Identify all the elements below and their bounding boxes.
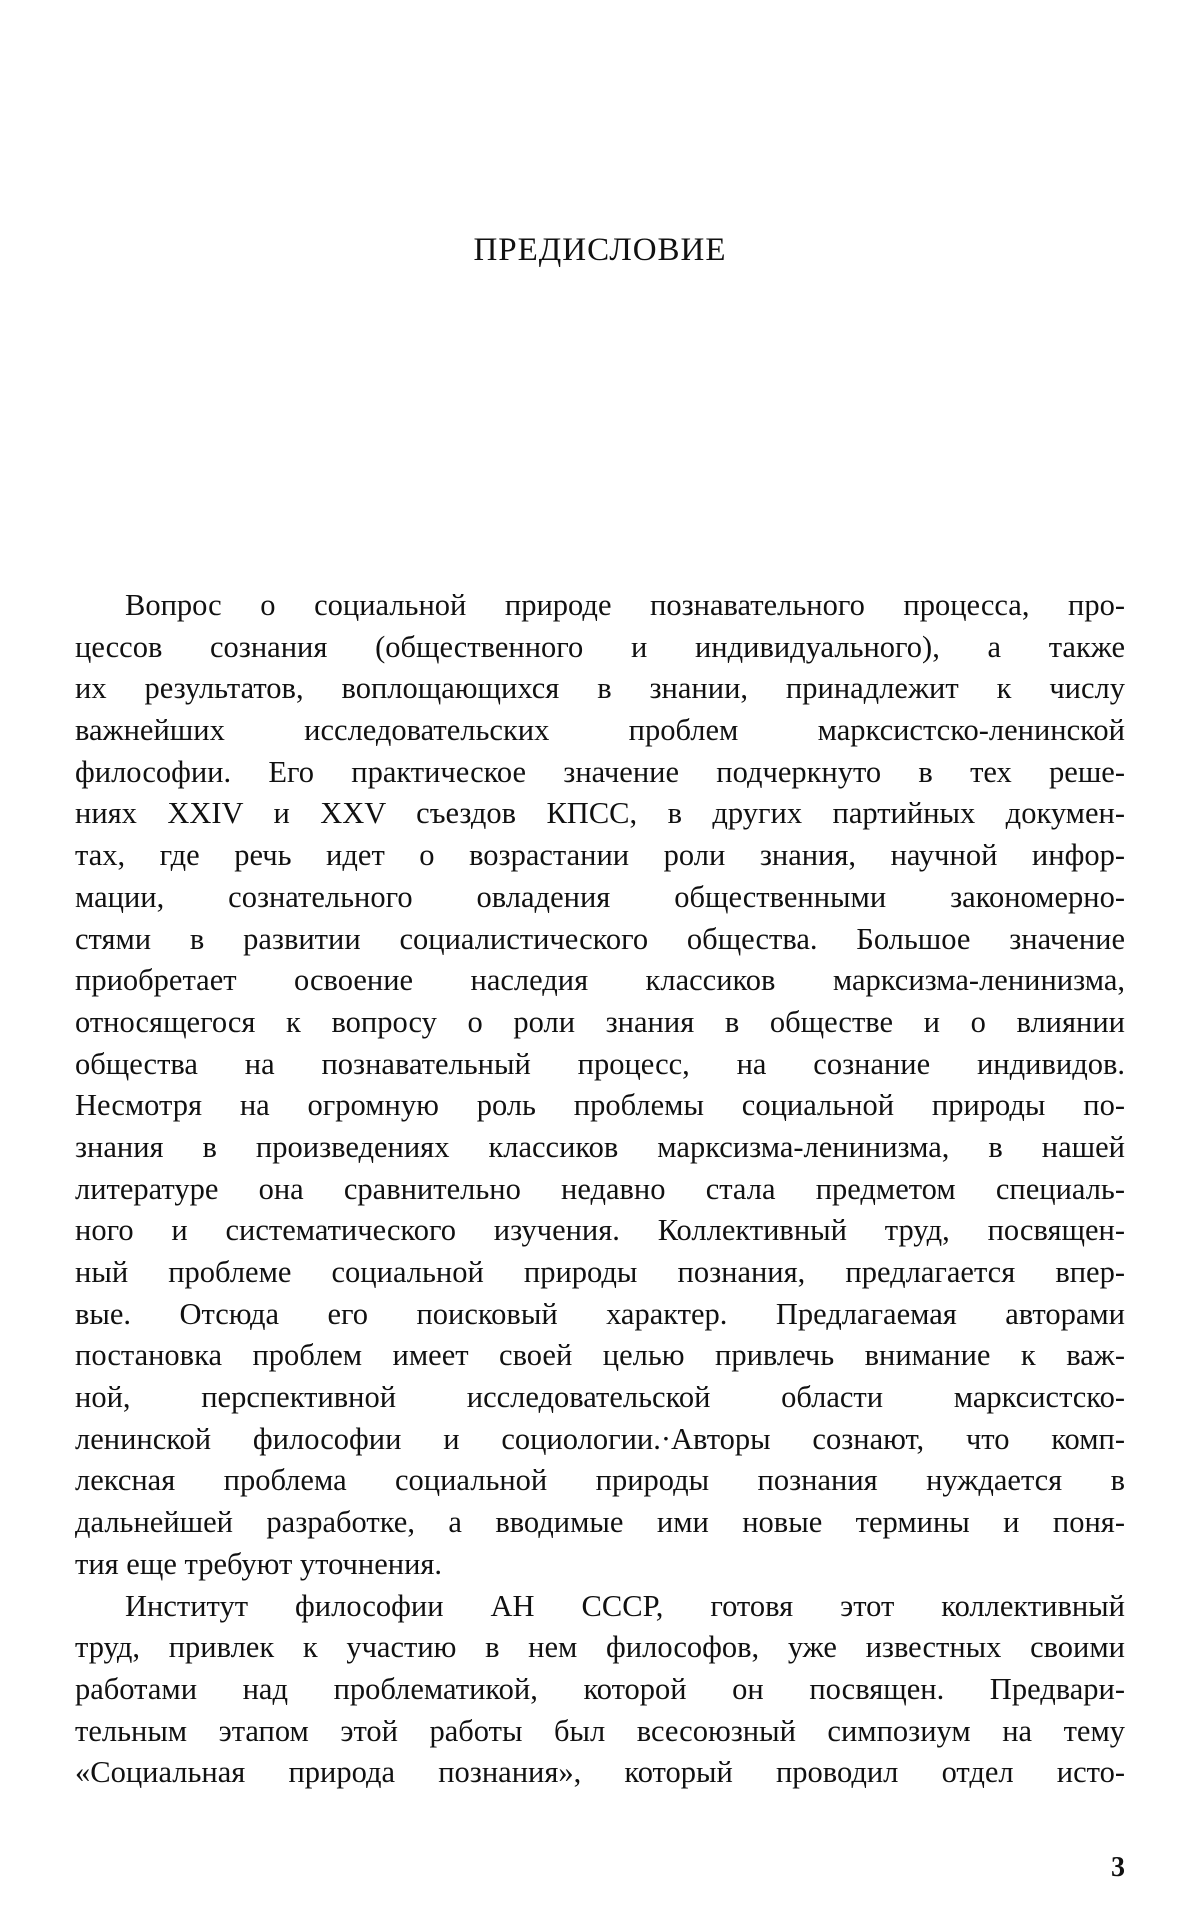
text-line: их результатов, воплощающихся в знании, принадлежит к числу <box>75 671 1125 706</box>
text-line: литературе она сравнительно недавно стала предметом специаль- <box>75 1171 1125 1206</box>
text-line: Институт философии АН СССР, готовя этот коллективный <box>125 1588 1125 1623</box>
text-line: постановка проблем имеет своей целью привлечь внимание к важ- <box>75 1338 1125 1373</box>
body-text <box>75 585 1125 1794</box>
text-line: ного и систематического изучения. Коллективный труд, посвящен- <box>75 1213 1125 1248</box>
text-line: философии. Его практическое значение подчеркнуто в тех реше- <box>75 754 1125 789</box>
text-line: дальнейшей разработке, а вводимые ими новые термины и поня- <box>75 1505 1125 1540</box>
text-line: ленинской философии и социологии.·Авторы сознают, что комп- <box>75 1421 1125 1456</box>
text-line: труд, привлек к участию в нем философов, уже известных своими <box>75 1630 1125 1665</box>
text-line: вые. Отсюда его поисковый характер. Предлагаемая авторами <box>75 1296 1125 1331</box>
text-line: цессов сознания (общественного и индивидуального), а также <box>75 629 1125 664</box>
text-line: мации, сознательного овладения общественными закономерно- <box>75 879 1125 914</box>
page-number: 3 <box>1111 1852 1125 1883</box>
text-line: тия еще требуют уточнения. <box>75 1546 443 1581</box>
text-line: важнейших исследовательских проблем марксистско-ленинской <box>75 713 1125 748</box>
text-line: тах, где речь идет о возрастании роли знания, научной инфор- <box>75 838 1125 873</box>
text-line: относящегося к вопросу о роли знания в обществе и о влиянии <box>75 1004 1125 1039</box>
text-line: ниях XXIV и XXV съездов КПСС, в других партийных докумен- <box>75 796 1125 831</box>
page-title: ПРЕДИСЛОВИЕ <box>473 232 727 268</box>
text-line: ной, перспективной исследовательской области марксистско- <box>75 1380 1125 1415</box>
text-line: Несмотря на огромную роль проблемы социальной природы по- <box>75 1088 1125 1123</box>
text-line: лексная проблема социальной природы познания нуждается в <box>75 1463 1125 1498</box>
text-line: «Социальная природа познания», который проводил отдел исто- <box>75 1755 1125 1790</box>
text-line: Вопрос о социальной природе познавательного процесса, про- <box>125 588 1125 622</box>
text-line: ный проблеме социальной природы познания, предлагается впер- <box>75 1255 1125 1289</box>
text-line: приобретает освоение наследия классиков марксизма-ленинизма, <box>75 963 1125 998</box>
text-line: общества на познавательный процесс, на сознание индивидов. <box>75 1046 1125 1081</box>
text-line: стями в развитии социалистического общества. Большое значение <box>75 921 1125 956</box>
text-line: знания в произведениях классиков марксизма-ленинизма, в нашей <box>75 1129 1125 1164</box>
text-line: тельным этапом этой работы был всесоюзный симпозиум на тему <box>75 1713 1125 1748</box>
text-line: работами над проблематикой, которой он посвящен. Предвари- <box>75 1671 1125 1706</box>
